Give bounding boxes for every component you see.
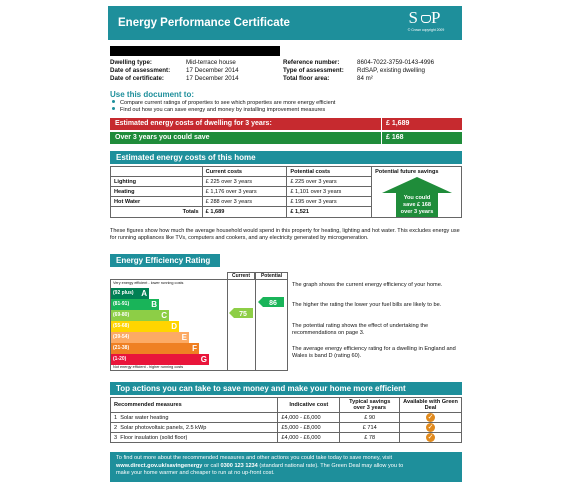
certificate-header xyxy=(108,6,462,40)
footer-mid-text: or call xyxy=(202,462,221,469)
savings-arrow-cell xyxy=(372,177,462,218)
footer-rest-text: (standard national rate). The Green Deal may allow you to xyxy=(257,462,404,469)
band-range: (39-54) xyxy=(113,334,130,340)
sap-logo-p: P xyxy=(431,8,444,27)
band-range: (69-80) xyxy=(113,312,130,318)
cost-name: Heating xyxy=(111,187,203,197)
actions-header-green-deal: Available with Green Deal xyxy=(400,398,462,413)
actions-header-cost: Indicative cost xyxy=(278,398,340,413)
arrow-line-2: save £ 168 xyxy=(402,201,431,208)
date-assessment-value: 17 December 2014 xyxy=(186,67,239,74)
rating-band-c xyxy=(111,310,169,321)
measure-number: 2 xyxy=(114,424,118,431)
current-rating-arrow xyxy=(229,308,253,318)
cost-name: Lighting xyxy=(111,177,203,187)
green-arrow-icon xyxy=(382,177,452,217)
bullet-dot-icon xyxy=(112,100,115,103)
green-deal-cell xyxy=(400,433,462,443)
measure-name: Solar water heating xyxy=(120,414,169,421)
floor-area-label: Total floor area: xyxy=(283,75,330,82)
table-row xyxy=(111,433,462,443)
footer-phone: 0300 123 1234 xyxy=(220,462,258,469)
rating-band-f xyxy=(111,343,199,354)
actions-header-measures: Recommended measures xyxy=(111,398,278,413)
measure-saving: £ 78 xyxy=(340,433,400,443)
potential-rating-value: 86 xyxy=(269,300,277,307)
band-letter: C xyxy=(161,311,167,320)
costs-header-blank xyxy=(111,167,203,177)
band-range: (21-38) xyxy=(113,345,130,351)
table-row xyxy=(111,177,462,187)
estimated-costs-value: £ 1,689 xyxy=(381,118,461,130)
rating-band-d xyxy=(111,321,179,332)
cost-name: Hot Water xyxy=(111,197,203,207)
band-letter: D xyxy=(171,322,177,331)
efficiency-note-1: The graph shows the current energy efficiency of your home. xyxy=(292,282,443,288)
crown-copyright: © Crown copyright 2009 xyxy=(407,28,445,32)
cost-current: £ 288 over 3 years xyxy=(202,197,287,207)
cost-potential: £ 1,101 over 3 years xyxy=(287,187,372,197)
green-deal-tick-icon: ✓ xyxy=(427,414,434,421)
costs-note: These figures show how much the average household would spend in this property for heating, lighting and hot water. This excludes energy use for running appliances like TVs, computers and cookers, and any electricity generated by microgeneration. xyxy=(110,228,460,241)
use-bullet-text: Find out how you can save energy and money by installing improvement measures xyxy=(120,107,326,113)
efficiency-note-2: The higher the rating the lower your fuel bills are likely to be. xyxy=(292,302,442,308)
footer-line-3: make your home warmer and cheaper to run at no up-front cost. xyxy=(116,470,275,476)
date-certificate-label: Date of certificate: xyxy=(110,75,164,82)
measure-cost: £5,000 - £8,000 xyxy=(278,423,340,433)
actions-table xyxy=(110,397,462,443)
green-deal-cell xyxy=(400,423,462,433)
table-row xyxy=(111,423,462,433)
costs-section-heading: Estimated energy costs of this home xyxy=(110,151,462,164)
use-bullet-text: Compare current ratings of properties to see which properties are more energy efficient xyxy=(120,100,336,106)
footer-line-2 xyxy=(116,463,456,471)
efficiency-note-4: The average energy efficiency rating for a dwelling in England and Wales is band D (rating 60). xyxy=(292,346,456,359)
band-letter: G xyxy=(200,355,207,364)
date-certificate-value: 17 December 2014 xyxy=(186,75,239,82)
measure-saving: £ 714 xyxy=(340,423,400,433)
efficiency-heading: Energy Efficiency Rating xyxy=(110,254,220,267)
green-deal-cell xyxy=(400,413,462,423)
rating-band-b xyxy=(111,299,159,310)
actions-heading: Top actions you can take to save money and make your home more efficient xyxy=(110,382,462,395)
savings-value: £ 168 xyxy=(381,132,461,144)
table-row xyxy=(111,413,462,423)
footer-line-1: To find out more about the recommended measures and other actions you could take today to save money, visit xyxy=(116,455,393,461)
totals-label: Totals xyxy=(111,207,203,217)
band-range: (81-91) xyxy=(113,301,130,307)
estimated-costs-bar xyxy=(110,118,462,130)
costs-header-row xyxy=(111,167,462,177)
total-potential: £ 1,521 xyxy=(287,207,372,217)
use-bullet xyxy=(110,107,325,114)
bullet-dot-icon xyxy=(112,107,115,110)
potential-rating-arrow xyxy=(258,297,284,307)
reference-label: Reference number: xyxy=(283,59,340,66)
rating-band-g xyxy=(111,354,209,365)
current-rating-value: 75 xyxy=(239,311,247,318)
type-assessment-label: Type of assessment: xyxy=(283,67,344,74)
savingenergy-link[interactable]: www.direct.gov.uk/savingenergy xyxy=(116,462,203,469)
footer-info xyxy=(110,452,462,482)
measure-number: 3 xyxy=(114,434,118,441)
actions-header-row xyxy=(111,398,462,413)
costs-header-current: Current costs xyxy=(202,167,287,177)
use-bullet xyxy=(110,100,335,107)
savings-label: Over 3 years you could save xyxy=(115,134,210,141)
current-col-header: Current xyxy=(227,272,255,280)
costs-header-savings: Potential future savings xyxy=(372,167,462,177)
band-range: (1-20) xyxy=(113,356,127,362)
arrow-line-1: You could xyxy=(403,194,430,201)
dwelling-type-value: Mid-terrace house xyxy=(186,59,236,66)
rating-band-e xyxy=(111,332,189,343)
measure-name: Solar photovoltaic panels, 2.5 kWp xyxy=(120,424,207,431)
band-letter: F xyxy=(192,344,197,353)
green-deal-tick-icon: ✓ xyxy=(427,434,434,441)
efficient-note: Very energy efficient - lower running costs xyxy=(113,281,184,285)
band-letter: A xyxy=(141,289,147,298)
cost-current: £ 1,176 over 3 years xyxy=(202,187,287,197)
cost-potential: £ 225 over 3 years xyxy=(287,177,372,187)
actions-header-savings: Typical savings over 3 years xyxy=(340,398,400,413)
efficiency-note-3: The potential rating shows the effect of undertaking the recommendations on page 3. xyxy=(292,323,429,336)
rating-band-a xyxy=(111,288,149,299)
reference-value: 8604-7022-3759-0143-4996 xyxy=(357,59,435,66)
total-current: £ 1,689 xyxy=(202,207,287,217)
certificate-title: Energy Performance Certificate xyxy=(118,17,290,29)
certificate-page xyxy=(108,4,462,484)
dwelling-type-label: Dwelling type: xyxy=(110,59,152,66)
costs-table xyxy=(110,166,462,218)
measure-number: 1 xyxy=(114,414,118,421)
sap-logo-s: S xyxy=(408,8,421,27)
inefficient-note: Not energy efficient - higher running costs xyxy=(113,365,184,369)
band-range: (55-68) xyxy=(113,323,130,329)
use-document-heading: Use this document to: xyxy=(110,90,195,99)
estimated-costs-label: Estimated energy costs of dwelling for 3 years: xyxy=(115,120,272,127)
redacted-address xyxy=(110,46,280,56)
costs-header-potential: Potential costs xyxy=(287,167,372,177)
type-assessment-value: RdSAP, existing dwelling xyxy=(357,67,425,74)
band-range: (92 plus) xyxy=(113,290,134,296)
band-letter: B xyxy=(151,300,157,309)
floor-area-value: 84 m² xyxy=(357,75,373,82)
cost-current: £ 225 over 3 years xyxy=(202,177,287,187)
measure-saving: £ 90 xyxy=(340,413,400,423)
green-deal-tick-icon: ✓ xyxy=(427,424,434,431)
efficiency-chart xyxy=(110,273,288,371)
date-assessment-label: Date of assessment: xyxy=(110,67,171,74)
measure-cost: £4,000 - £6,000 xyxy=(278,413,340,423)
potential-col-header: Potential xyxy=(255,272,288,280)
measure-cost: £4,000 - £6,000 xyxy=(278,433,340,443)
sap-logo xyxy=(396,8,456,38)
band-letter: E xyxy=(181,333,187,342)
cost-potential: £ 195 over 3 years xyxy=(287,197,372,207)
measure-name: Floor insulation (solid floor) xyxy=(120,434,188,441)
savings-bar xyxy=(110,132,462,144)
crown-icon xyxy=(421,15,431,23)
arrow-line-3: over 3 years xyxy=(400,208,433,215)
